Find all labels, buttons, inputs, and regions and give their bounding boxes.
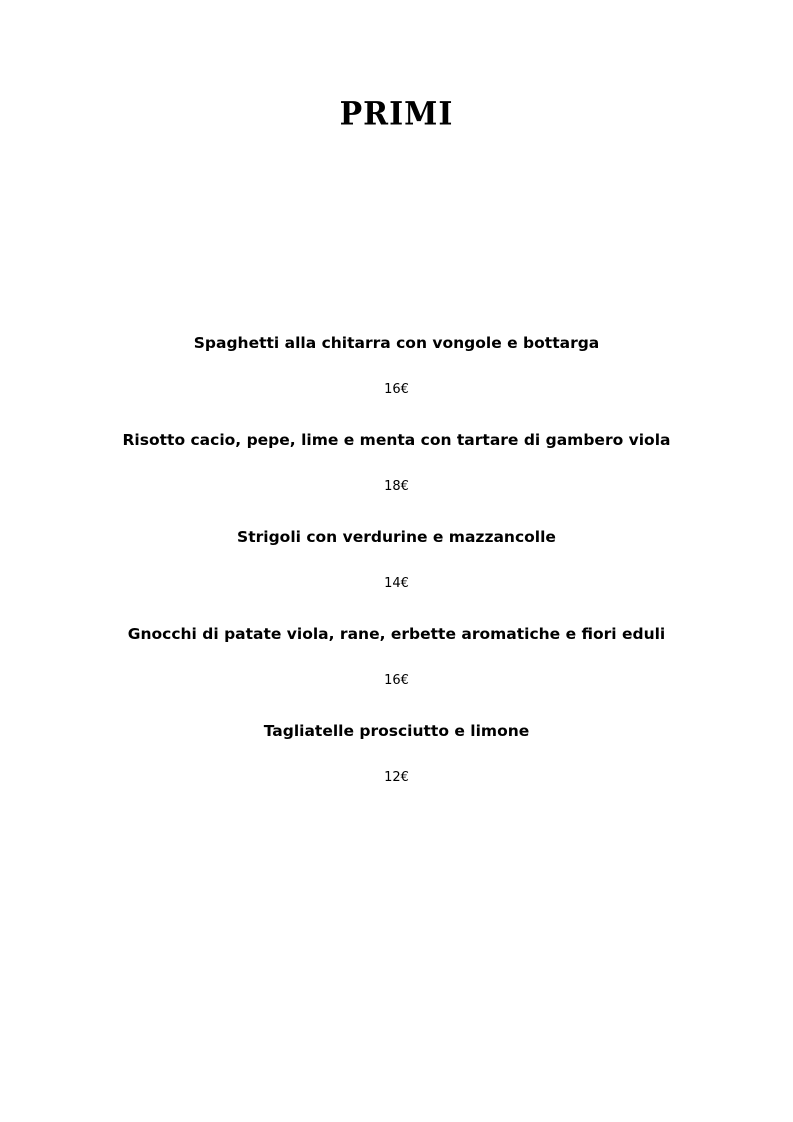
dish-name: Gnocchi di patate viola, rane, erbette aromatiche e fiori eduli [127, 625, 666, 643]
dish-price: 14€ [384, 576, 409, 591]
menu-list [0, 332, 793, 817]
dish-name: Strigoli con verdurine e mazzancolle [237, 528, 556, 546]
dish-name: Spaghetti alla chitarra con vongole e bottarga [193, 334, 600, 352]
dish-name: Risotto cacio, pepe, lime e menta con tartare di gambero viola [122, 431, 671, 449]
dish-price: 12€ [384, 770, 409, 785]
dish-name: Tagliatelle prosciutto e limone [263, 722, 530, 740]
menu-item [0, 332, 793, 429]
dish-price: 18€ [384, 479, 409, 494]
page-title: PRIMI [339, 96, 454, 133]
menu-item [0, 623, 793, 720]
menu-item [0, 526, 793, 623]
dish-price: 16€ [384, 382, 409, 397]
menu-item [0, 720, 793, 817]
menu-item [0, 429, 793, 526]
dish-price: 16€ [384, 673, 409, 688]
